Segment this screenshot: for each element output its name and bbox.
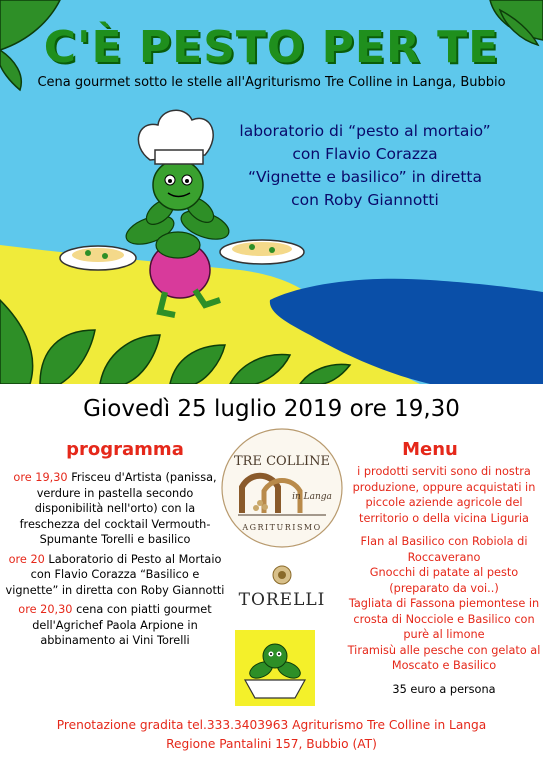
tre-colline-logo — [220, 427, 345, 549]
programma-text: Frisceu d'Artista (panissa, verdure in pastella secondo disponibilità nell'orto) con la freschezza del cocktail Vermouth-Spumante Torelli e basilico — [19, 471, 217, 546]
menu-dish: Gnocchi di patate al pesto (preparato da voi..) — [369, 566, 519, 595]
laboratorio-block — [210, 120, 520, 212]
menu-dish: Flan al Basilico con Robiola di Roccaverano — [360, 535, 528, 564]
menu-dish: Tiramisù alle pesche con gelato al Moscato e Basilico — [347, 643, 541, 672]
torelli-crest-icon — [273, 566, 291, 584]
booking-info — [0, 716, 543, 754]
laboratorio-line: laboratorio di “pesto al mortaio” — [239, 122, 491, 140]
programma-time: ore 19,30 — [13, 471, 68, 484]
programma-title: programma — [66, 439, 184, 460]
programma-time: ore 20 — [8, 552, 45, 566]
logo-name: TRE COLLINE — [234, 454, 330, 469]
programma-item — [4, 552, 226, 599]
basil-bowl-icon — [235, 630, 315, 706]
booking-line: Regione Pantalini 157, Bubbio (AT) — [166, 737, 377, 751]
menu-list — [346, 464, 542, 697]
poster-subtitle: Cena gourmet sotto le stelle all'Agriturismo Tre Colline in Langa, Bubbio — [37, 75, 506, 90]
laboratorio-line: “Vignette e basilico” in diretta — [247, 168, 483, 186]
laboratorio-line: con Flavio Corazza — [292, 145, 438, 163]
poster-title: C'È PESTO PER TE — [43, 22, 500, 73]
programma-list — [4, 470, 226, 653]
programma-item — [4, 470, 226, 548]
menu-price: 35 euro a persona — [392, 682, 496, 696]
programma-time: ore 20,30 — [18, 603, 73, 616]
torelli-logo — [226, 563, 338, 615]
programma-text: cena con piatti gourmet dell'Agrichef Paola Arpione in abbinamento ai Vini Torelli — [32, 603, 212, 647]
laboratorio-line: con Roby Giannotti — [291, 191, 439, 209]
event-date: Giovedì 25 luglio 2019 ore 19,30 — [83, 396, 460, 422]
menu-intro: i prodotti serviti sono di nostra produzione, oppure acquistati in piccole aziende agricole del territorio o della vicina Liguria — [352, 465, 536, 525]
torelli-name: TORELLI — [238, 590, 326, 610]
booking-line: Prenotazione gradita tel.333.3403963 Agriturismo Tre Colline in Langa — [56, 718, 487, 732]
menu-dishes — [346, 534, 542, 674]
programma-item — [4, 602, 226, 649]
menu-title: Menu — [402, 439, 458, 460]
menu-dish: Tagliata di Fassona piemontese in crosta di Nocciole e Basilico con purè al limone — [348, 597, 540, 641]
programma-text: Laboratorio di Pesto al Mortaio con Flavio Corazza “Basilico e vignette” in diretta con Roby Giannotti — [5, 552, 225, 597]
logo-langa: in Langa — [292, 492, 332, 502]
logo-type: AGRITURISMO — [242, 523, 322, 532]
